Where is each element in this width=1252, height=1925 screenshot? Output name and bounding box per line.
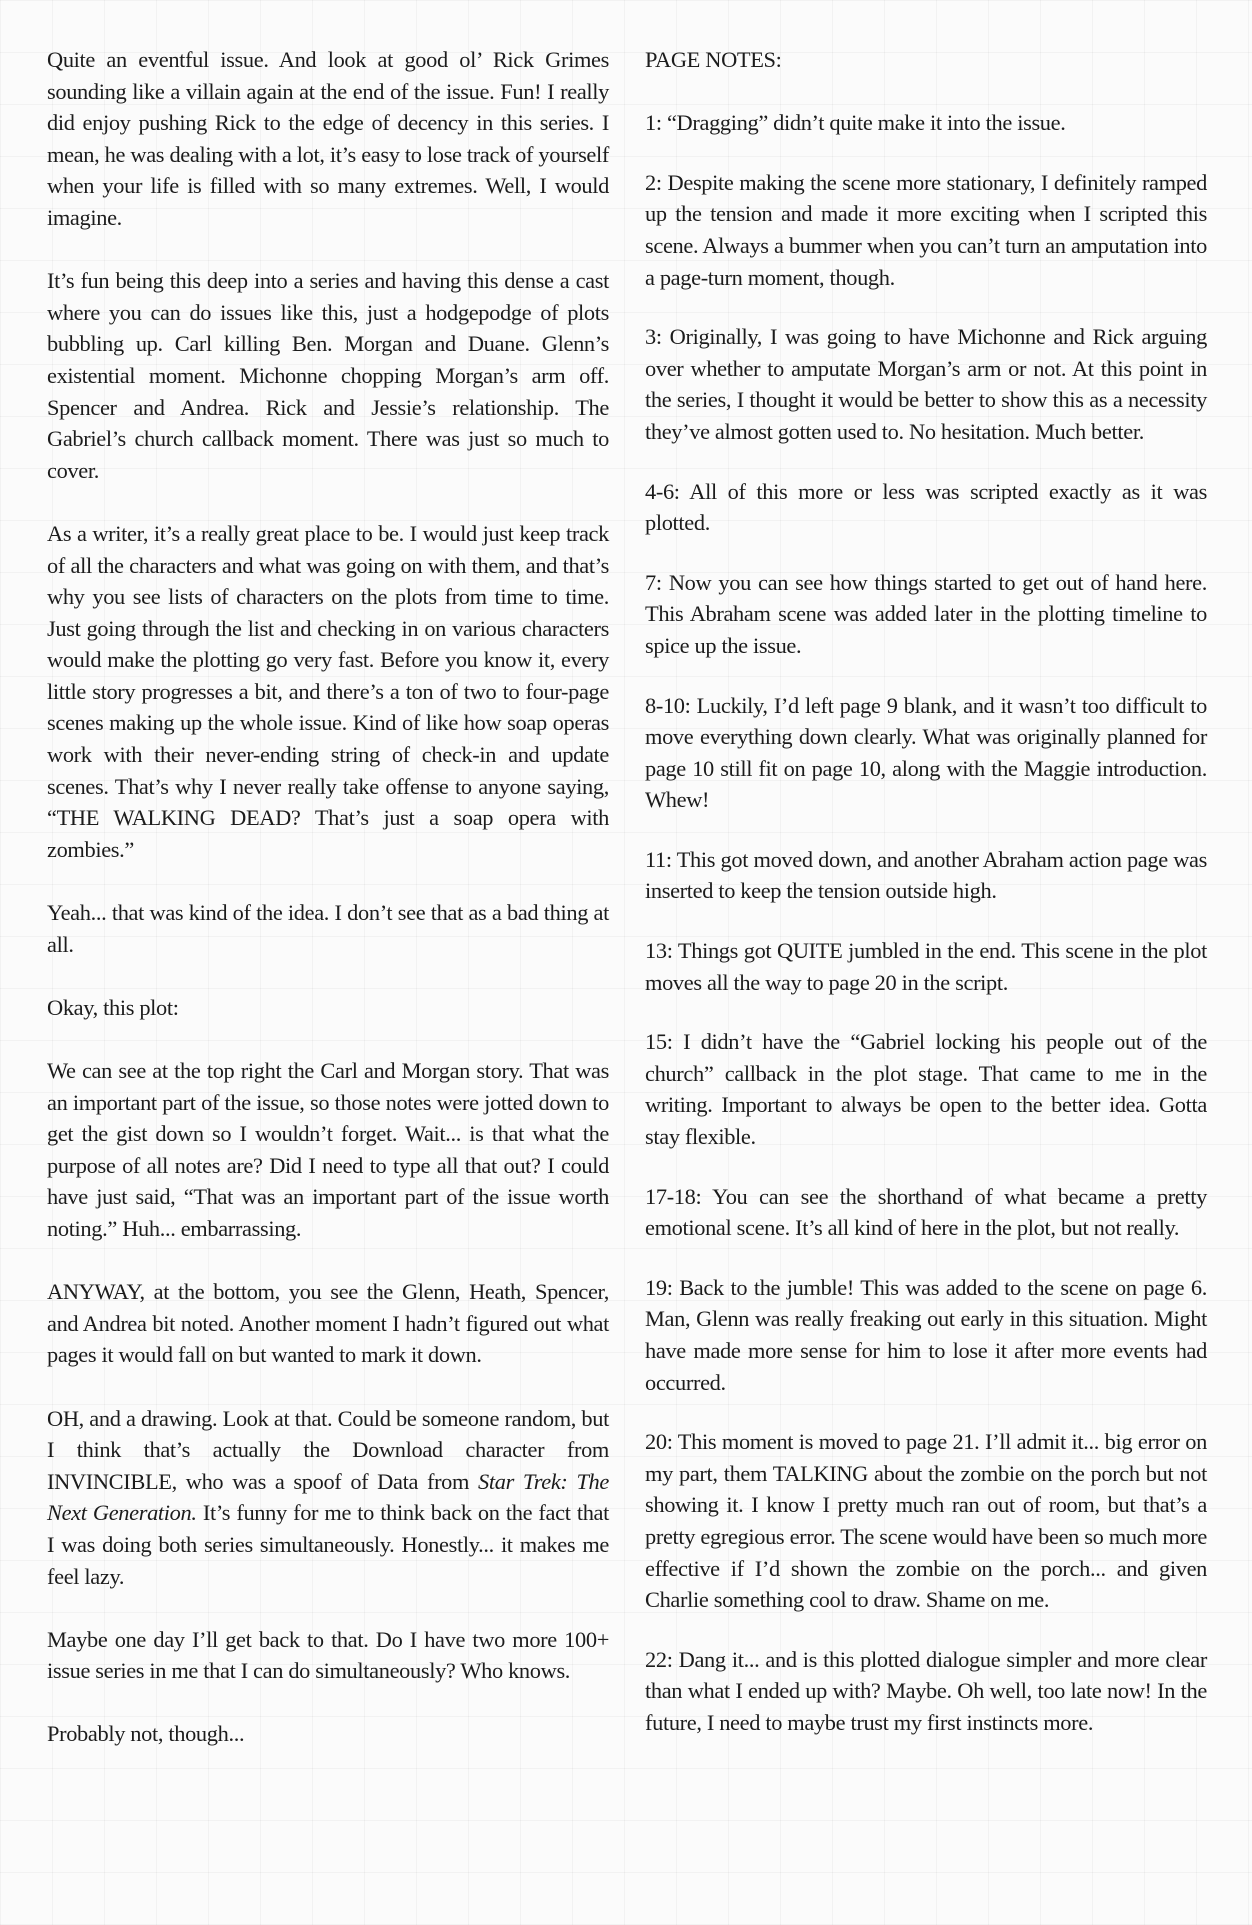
page-note-7: 7: Now you can see how things started to get out of hand here. This Abraham scene was added later in the plotting timeline to spice up the issue. — [645, 569, 1207, 658]
page-note-11: 11: This got moved down, and another Abraham action page was inserted to keep the tension outside high. — [645, 846, 1207, 904]
essay-paragraph-2: It’s fun being this deep into a series and having this dense a cast where you can do issues like this, just a hodgepodge of plots bubbling up. Carl killing Ben. Morgan and Duane. Glenn’s existential moment. Michonne chopping Morgan’s arm off. Spencer and Andrea. Rick and Jessie’s relationship. The Gabriel’s church callback moment. There was just so much to cover. — [47, 268, 609, 483]
page-note-20: 20: This moment is moved to page 21. I’ll admit it... big error on my part, them TALKING about the zombie on the porch but not showing it. I know I pretty much ran out of room, but that’s a pretty egregious error. The scene would have been so much more effective if I’d shown the zombie on the porch... and given Charlie something cool to draw. Shame on me. — [645, 1429, 1207, 1613]
essay-text: It’s funny for me to think back on the fact that I was doing both series simultaneously. Honestly... it makes me feel lazy. — [47, 1500, 610, 1589]
page-note-8-10: 8-10: Luckily, I’d left page 9 blank, and it wasn’t too difficult to move everything down clearly. What was originally planned for page 10 still fit on page 10, along with the Maggie introduction. Whew! — [645, 692, 1207, 813]
italic-title: Star Trek: The Next Generation. — [47, 1468, 609, 1526]
essay-paragraph-5: Okay, this plot: — [47, 994, 179, 1020]
page-note-1: 1: “Dragging” didn’t quite make it into the issue. — [645, 110, 1066, 136]
page-note-22: 22: Dang it... and is this plotted dialogue simpler and more clear than what I ended up with? Maybe. Oh well, too late now! In the future, I need to maybe trust my first instincts more. — [645, 1646, 1207, 1735]
page-note-15: 15: I didn’t have the “Gabriel locking his people out of the church” callback in the plot stage. That came to me in the writing. Important to always be open to the better idea. Gotta stay flexible. — [645, 1029, 1207, 1150]
page-note-19: 19: Back to the jumble! This was added to the scene on page 6. Man, Glenn was really freaking out early in this situation. Might have made more sense for him to lose it after more events had occurred. — [645, 1274, 1207, 1395]
essay-column — [47, 44, 609, 1782]
essay-paragraph-10: Probably not, though... — [47, 1721, 245, 1747]
page-note-4-6: 4-6: All of this more or less was scripted exactly as it was plotted. — [645, 478, 1207, 536]
essay-paragraph-9: Maybe one day I’ll get back to that. Do I have two more 100+ issue series in me that I can do simultaneously? Who knows. — [47, 1626, 609, 1684]
page-note-3: 3: Originally, I was going to have Michonne and Rick arguing over whether to amputate Morgan’s arm or not. At this point in the series, I thought it would be better to show this as a necessity they’ve almost gotten used to. No hesitation. Much better. — [645, 324, 1207, 444]
page-notes-heading: PAGE NOTES: — [645, 47, 782, 72]
essay-paragraph-7: ANYWAY, at the bottom, you see the Glenn, Heath, Spencer, and Andrea bit noted. Another moment I hadn’t figured out what pages it would fall on but wanted to mark it down. — [47, 1279, 609, 1368]
page-notes-column — [645, 44, 1207, 1767]
page-note-13: 13: Things got QUITE jumbled in the end. This scene in the plot moves all the way to page 20 in the script. — [645, 938, 1207, 995]
essay-paragraph-4: Yeah... that was kind of the idea. I don’t see that as a bad thing at all. — [47, 900, 609, 957]
essay-paragraph-1: Quite an eventful issue. And look at good ol’ Rick Grimes sounding like a villain again at the end of the issue. Fun! I really did enjoy pushing Rick to the edge of decency in this series. I mean, he was dealing with a lot, it’s easy to lose track of yourself when your life is filled with so many extremes. Well, I would imagine. — [47, 47, 609, 230]
page-note-2: 2: Despite making the scene more stationary, I definitely ramped up the tension and made it more exciting when I scripted this scene. Always a bummer when you can’t turn an amputation into a page-turn moment, though. — [645, 169, 1207, 290]
essay-paragraph-8 — [47, 1403, 609, 1593]
page-note-17-18: 17-18: You can see the shorthand of what became a pretty emotional scene. It’s all kind of here in the plot, but not really. — [645, 1183, 1207, 1241]
essay-paragraph-6: We can see at the top right the Carl and Morgan story. That was an important part of the issue, so those notes were jotted down to get the gist down so I wouldn’t forget. Wait... is that what the purpose of all notes are? Did I need to type all that out? I could have just said, “That was an important part of the issue worth noting.” Huh... embarrassing. — [47, 1058, 609, 1241]
essay-paragraph-3: As a writer, it’s a really great place to be. I would just keep track of all the characters and what was going on with them, and that’s why you see lists of characters on the plots from time to time. Just going through the list and checking in on various characters would make the plotting go very fast. Before you know it, every little story progresses a bit, and there’s a ton of two to four-page scenes making up the whole issue. Kind of like how soap operas work with their never-ending string of check-in and update scenes. That’s why I never really take offense to anyone saying, “THE WALKING DEAD? That’s just a soap opera with zombies.” — [47, 520, 609, 862]
essay-text: OH, and a drawing. Look at that. Could be someone random, but I think that’s actually the Download character from INVINCIBLE, who was a spoof of Data from — [47, 1405, 609, 1494]
